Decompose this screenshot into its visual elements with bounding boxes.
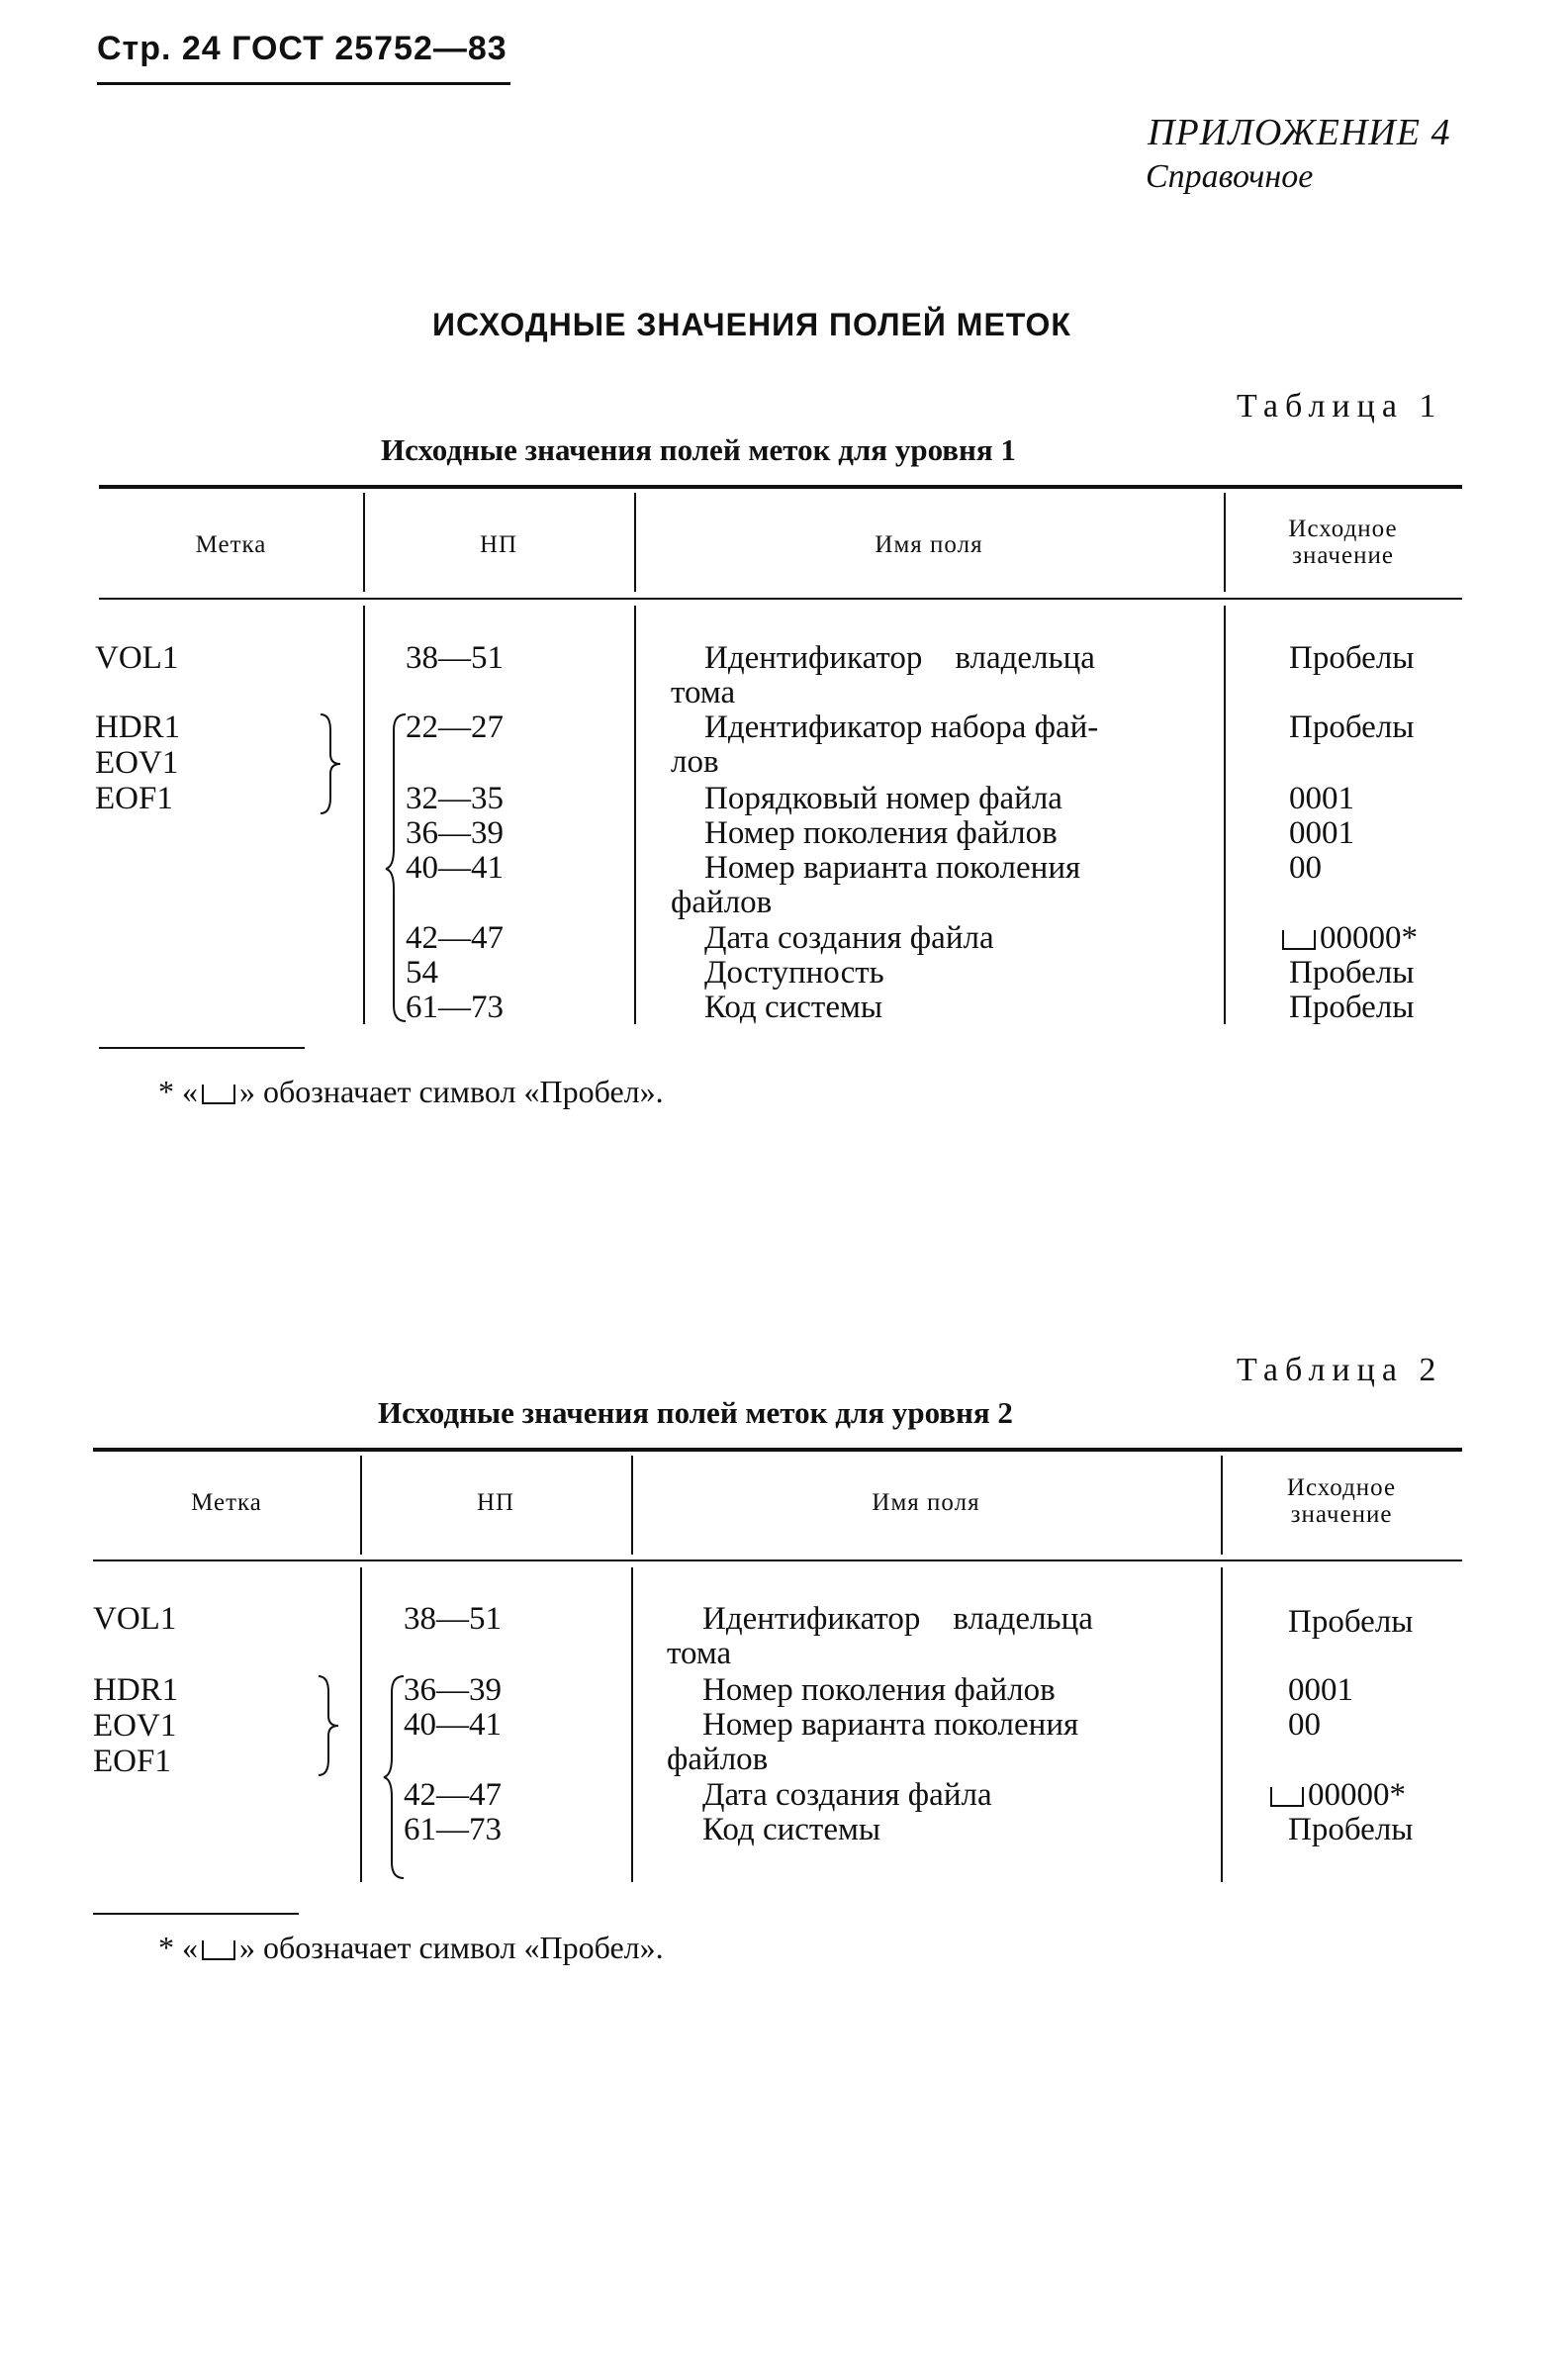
- table-2-field: Дата создания файла: [702, 1777, 992, 1813]
- table-1-label: HDR1: [95, 709, 181, 745]
- footnote-text: » обозначает символ «Пробел».: [239, 1930, 664, 1965]
- table-2-label: EOF1: [93, 1744, 171, 1779]
- table-1-field-cont: тома: [671, 675, 736, 710]
- table-1-top-rule: [99, 485, 1462, 489]
- table-2-np: 38—51: [404, 1601, 502, 1637]
- table-1-value: Пробелы: [1289, 990, 1415, 1025]
- table-2-number: Таблица 2: [1237, 1352, 1443, 1388]
- table-2-value: 00: [1288, 1707, 1321, 1743]
- table-1-header-init: Исходное: [1288, 516, 1398, 542]
- table-1-np: 61—73: [406, 990, 504, 1025]
- table-1-field: Дата создания файла: [704, 920, 994, 956]
- table-1-field: Номер варианта поколения: [704, 850, 1081, 886]
- table-2-label: VOL1: [93, 1601, 177, 1637]
- space-symbol-icon: [202, 1940, 235, 1960]
- table-2-caption: Исходные значения полей меток для уровня 2: [378, 1395, 1013, 1430]
- table-1-header-init: значение: [1292, 542, 1394, 569]
- table-2-value: 0001: [1288, 1672, 1353, 1708]
- footnote-prefix: * «: [158, 1930, 198, 1965]
- table-2-label: EOV1: [93, 1708, 177, 1744]
- page-header: Стр. 24 ГОСТ 25752—83: [97, 30, 507, 67]
- table-1-field-cont: файлов: [671, 885, 773, 920]
- table-1-value: Пробелы: [1289, 640, 1415, 676]
- table-1-np: 38—51: [406, 640, 504, 676]
- space-symbol-icon: [1282, 930, 1316, 950]
- table-2-column-divider: [360, 1567, 362, 1882]
- table-1-field: Номер поколения файлов: [704, 815, 1058, 851]
- table-2-field-cont: тома: [667, 1636, 732, 1671]
- table-1-header-rule: [99, 598, 1462, 600]
- table-2-field-cont: файлов: [667, 1742, 769, 1777]
- table-1-field-cont: лов: [671, 744, 719, 780]
- table-1-value: Пробелы: [1289, 709, 1415, 745]
- appendix-title: ПРИЛОЖЕНИЕ 4: [1148, 112, 1451, 153]
- table-2-value: [1266, 1777, 1406, 1813]
- table-2-field: Номер варианта поколения: [702, 1707, 1079, 1743]
- footnote-prefix: * «: [158, 1074, 198, 1109]
- table-1-np: 54: [406, 955, 438, 991]
- table-1-header-label: Метка: [195, 531, 267, 558]
- table-2-footnote-rule: [93, 1913, 299, 1915]
- table-2-header-rule: [93, 1559, 1462, 1561]
- table-1-field: Идентификатор набора фай-: [704, 709, 1099, 745]
- table-1-value: [1278, 920, 1418, 956]
- table-2-header-label: Метка: [191, 1489, 262, 1516]
- table-1-label-brace: [317, 710, 346, 817]
- table-1-footnote: [158, 1074, 664, 1110]
- table-1-field: Код системы: [704, 990, 883, 1025]
- table-1-np: 22—27: [406, 709, 504, 745]
- table-2-np: 42—47: [404, 1777, 502, 1813]
- table-2-field: Номер поколения файлов: [702, 1672, 1056, 1708]
- table-2-header-field: Имя поля: [872, 1489, 980, 1516]
- table-1-header-field: Имя поля: [875, 531, 983, 558]
- table-1-np: 32—35: [406, 781, 504, 816]
- table-2-header-np: НП: [476, 1489, 515, 1516]
- table-1-np: 36—39: [406, 815, 504, 851]
- table-2-column-divider: [631, 1567, 633, 1882]
- table-1-label: VOL1: [95, 640, 179, 676]
- table-2-top-rule: [93, 1448, 1462, 1452]
- table-1-column-divider: [363, 606, 365, 1024]
- main-title: ИСХОДНЫЕ ЗНАЧЕНИЯ ПОЛЕЙ МЕТОК: [432, 307, 1071, 342]
- table-1-field: Идентификатор владельца: [704, 640, 1095, 676]
- space-symbol-icon: [1270, 1787, 1304, 1807]
- table-1-value: 0001: [1289, 781, 1354, 816]
- table-1-number: Таблица 1: [1237, 388, 1443, 425]
- table-2-value: Пробелы: [1288, 1604, 1414, 1640]
- table-1-value: Пробелы: [1289, 955, 1415, 991]
- table-1-footnote-rule: [99, 1047, 305, 1049]
- table-1-caption: Исходные значения полей меток для уровня 1: [381, 432, 1016, 467]
- page-header-rule: [97, 82, 510, 85]
- table-2-footnote: [158, 1930, 664, 1966]
- table-2-np: 36—39: [404, 1672, 502, 1708]
- table-2-label-brace: [315, 1672, 344, 1779]
- table-1-label: EOF1: [95, 781, 173, 816]
- table-2-column-divider: [1221, 1567, 1223, 1882]
- table-1-value-text: 00000*: [1320, 920, 1418, 956]
- table-1-value: 00: [1289, 850, 1322, 886]
- table-2-header-init: Исходное: [1286, 1474, 1397, 1501]
- table-2-field: Код системы: [702, 1812, 881, 1847]
- table-1-np: 42—47: [406, 920, 504, 956]
- table-1-column-divider: [634, 606, 636, 1024]
- table-2-np: 40—41: [404, 1707, 502, 1743]
- appendix-subtitle: Справочное: [1146, 158, 1314, 195]
- table-2-value-text: 00000*: [1308, 1777, 1406, 1813]
- table-2-np: 61—73: [404, 1812, 502, 1847]
- table-2-label: HDR1: [93, 1672, 179, 1708]
- table-2-value: Пробелы: [1288, 1812, 1414, 1847]
- table-1-value: 0001: [1289, 815, 1354, 851]
- space-symbol-icon: [202, 1085, 235, 1104]
- table-1-label: EOV1: [95, 745, 179, 781]
- table-1-column-divider: [1224, 606, 1226, 1024]
- footnote-text: » обозначает символ «Пробел».: [239, 1074, 664, 1109]
- table-2-field: Идентификатор владельца: [702, 1601, 1093, 1637]
- table-1-header-np: НП: [479, 531, 518, 558]
- table-1-field: Доступность: [704, 955, 884, 991]
- table-2-header-init: значение: [1290, 1501, 1393, 1528]
- table-1-np: 40—41: [406, 850, 504, 886]
- table-1-field: Порядковый номер файла: [704, 781, 1062, 816]
